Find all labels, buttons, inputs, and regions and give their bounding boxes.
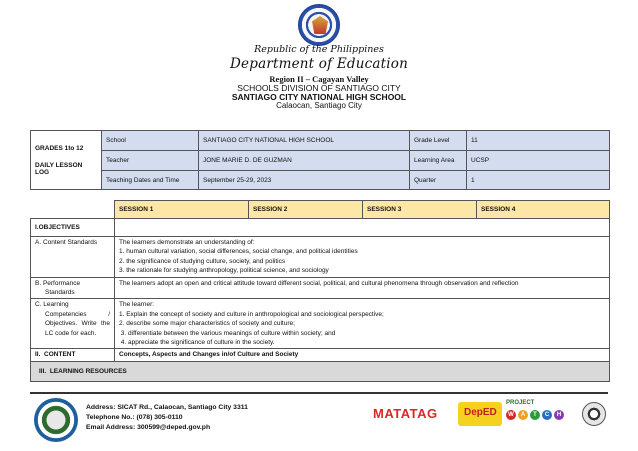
watch-letter: H [554, 410, 564, 420]
performance-standards-label [31, 277, 115, 299]
watch-letter: C [542, 410, 552, 420]
department-heading: Department of Education [230, 56, 408, 72]
school-value: SANTIAGO CITY NATIONAL HIGH SCHOOL [199, 131, 410, 151]
competencies-line: 2. describe some major characteristics of society and culture; [119, 320, 295, 328]
content-standards-text [115, 237, 610, 278]
competencies-line: 1. Explain the concept of society and culture in anthropological and sociological perspective; [119, 310, 384, 318]
session-1-header: SESSION 1 [115, 201, 249, 219]
school-heading: SANTIAGO CITY NATIONAL HIGH SCHOOL [231, 92, 407, 102]
dates-label: Teaching Dates and Time [102, 171, 199, 190]
content-standards-line: The learners demonstrate an understanding of: [119, 239, 255, 246]
competencies-label-line: C. Learning [35, 301, 69, 309]
content-standards-line: 1. human cultural variation, social differences, social change, and political identities [119, 248, 358, 256]
session-2-header: SESSION 2 [249, 201, 363, 219]
learning-area-label: Learning Area [410, 151, 467, 171]
log-label: DAILY LESSON LOG [35, 161, 83, 176]
competencies-line: The learner: [119, 301, 155, 309]
competencies-label-line [35, 319, 110, 328]
grade-level-value: 11 [467, 131, 610, 151]
footer-divider [30, 392, 608, 394]
session-3-header: SESSION 3 [363, 201, 477, 219]
competencies-text [115, 299, 610, 349]
competencies-slash: / [108, 310, 110, 318]
quarter-value: 1 [467, 171, 610, 190]
project-label: PROJECT [506, 400, 535, 406]
matatag-logo: MATATAG [373, 406, 438, 421]
performance-label-line: Standards [45, 289, 75, 297]
competencies-word: the [100, 320, 110, 328]
division-heading: SCHOOLS DIVISION OF SANTIAGO CITY [237, 83, 401, 93]
republic-heading: Republic of the Philippines [254, 44, 384, 55]
objectives-blank [115, 219, 610, 237]
project-watch-logo [506, 400, 580, 428]
location-heading: Calaocan, Santiago City [276, 101, 362, 110]
region-heading: Region II – Cagayan Valley [269, 74, 369, 84]
blank-corner-cell [31, 201, 115, 219]
school-label: School [102, 131, 199, 151]
footer-telephone: Telephone No.: (078) 305-0110 [86, 414, 183, 421]
lesson-plan-table [30, 200, 610, 382]
competencies-word: Objectives. [45, 320, 78, 328]
quarter-label: Quarter [410, 171, 467, 190]
teacher-label: Teacher [102, 151, 199, 171]
footer-address: Address: SICAT Rd., Calaocan, Santiago City 3311 [86, 404, 248, 411]
dates-value: September 25-29, 2023 [199, 171, 410, 190]
watch-letter: T [530, 410, 540, 420]
competencies-word: Competencies [45, 310, 87, 318]
learning-resources-heading: III. LEARNING RESOURCES [31, 361, 610, 381]
school-logo [34, 398, 78, 442]
competencies-label-line: LC code for each. [45, 329, 97, 337]
deped-seal-logo [298, 4, 340, 46]
learning-area-value: UCSP [467, 151, 610, 171]
content-standards-label: A. Content Standards [31, 237, 115, 278]
partner-seal-logo [582, 402, 606, 426]
performance-label-line: B. Performance [35, 279, 81, 287]
competencies-word: Write [81, 320, 97, 328]
competencies-label [31, 299, 115, 349]
deped-logo [458, 402, 502, 426]
footer-email: Email Address: 300599@deped.gov.ph [86, 424, 211, 431]
content-value: Concepts, Aspects and Changes in/of Culture and Society [115, 349, 610, 361]
lesson-info-table [30, 130, 610, 190]
grades-cell [31, 131, 102, 190]
competencies-line: 3. differentiate between the various meanings of culture within society; and [119, 329, 336, 337]
content-label: II. CONTENT [31, 349, 115, 361]
session-4-header: SESSION 4 [477, 201, 610, 219]
competencies-label-line [35, 310, 110, 319]
objectives-heading: I.OBJECTIVES [31, 219, 115, 237]
content-standards-line: 2. the significance of studying culture, society, and politics [119, 257, 286, 265]
grade-level-label: Grade Level [410, 131, 467, 151]
deped-logo-text: DepED [464, 407, 497, 418]
content-standards-line: 3. the rationale for studying anthropology, political science, and sociology [119, 267, 329, 275]
teacher-value: JONE MARIE D. DE GUZMAN [199, 151, 410, 171]
grades-label: GRADES 1to 12 [35, 144, 84, 152]
watch-letter: W [506, 410, 516, 420]
watch-letter: A [518, 410, 528, 420]
competencies-line: 4. appreciate the significance of culture in the society. [119, 339, 275, 347]
performance-standards-text: The learners adopt an open and critical attitude toward different social, political, and cultural phenomena through observation and reflection [115, 277, 610, 299]
